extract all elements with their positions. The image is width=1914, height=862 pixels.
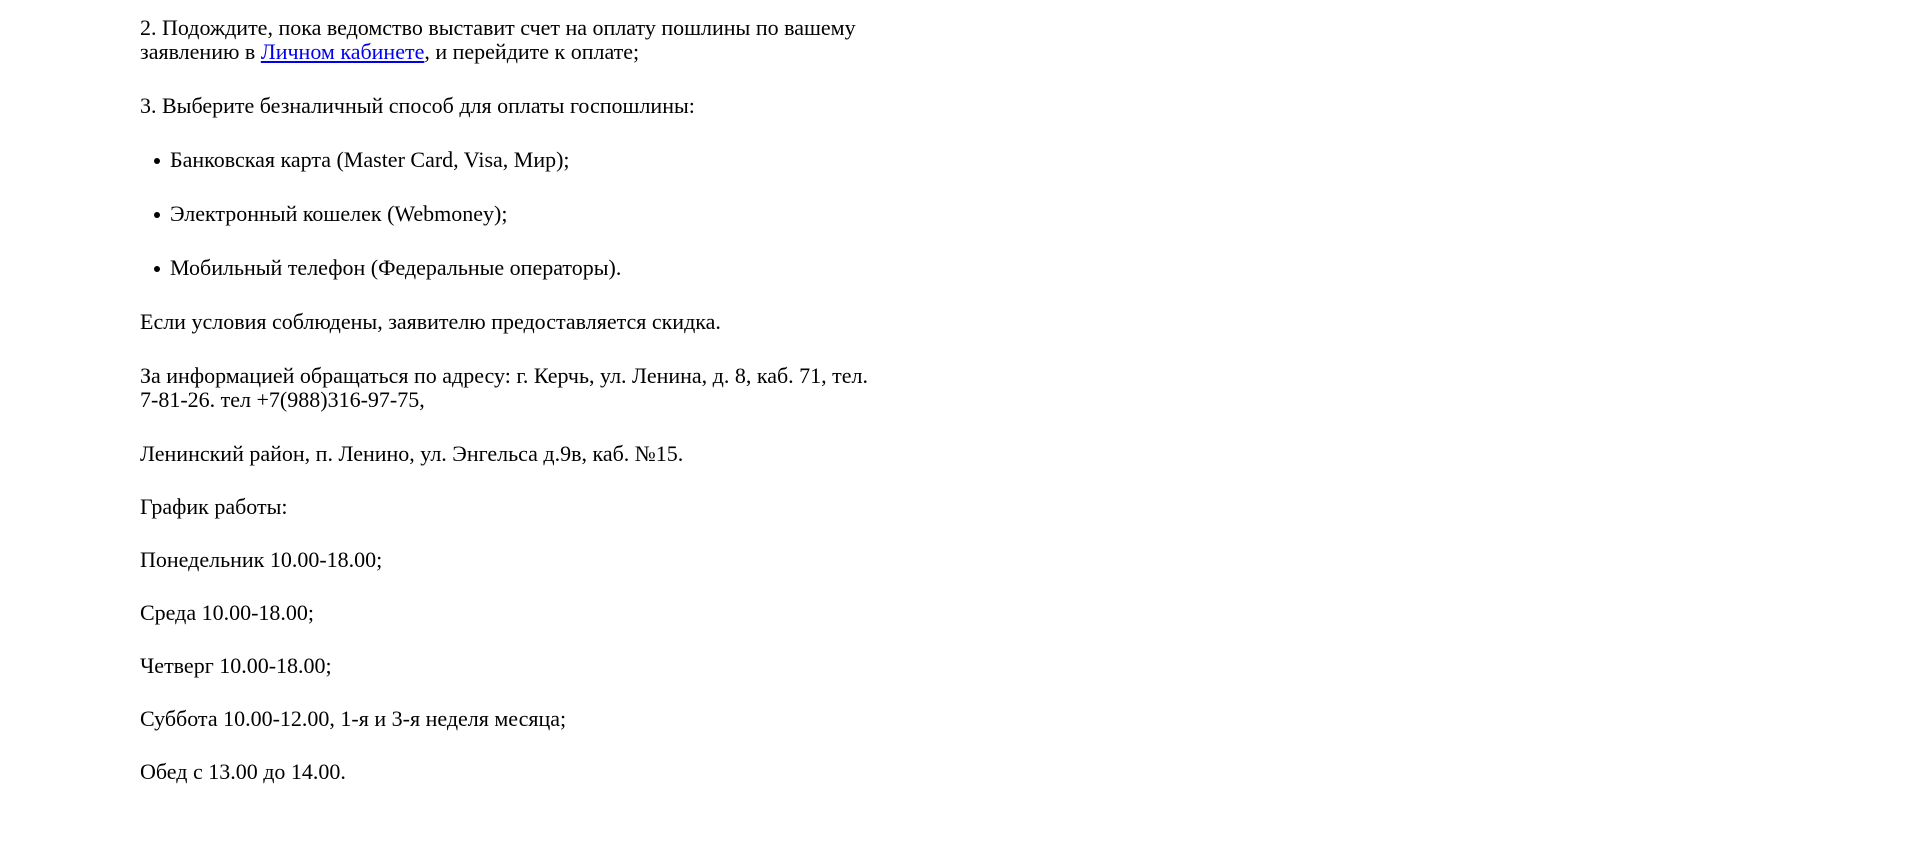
- leninsky-address: Ленинский район, п. Ленино, ул. Энгельса д.9в, каб. №15.: [140, 441, 684, 466]
- schedule-title: График работы:: [140, 494, 288, 519]
- bullet-icon: [154, 158, 160, 164]
- document-content: [140, 16, 950, 784]
- list-item: [140, 256, 950, 280]
- step-2-line-1: 2. Подождите, пока ведомство выставит счет на оплату пошлины по вашему: [140, 15, 856, 40]
- contact-paragraph: [140, 364, 950, 412]
- contact-line-1: За информацией обращаться по адресу: г. Керчь, ул. Ленина, д. 8, каб. 71, тел.: [140, 363, 869, 388]
- schedule-wednesday: Среда 10.00-18.00;: [140, 600, 315, 625]
- list-item: [140, 202, 950, 226]
- step-2-line-2-prefix: заявлению в: [140, 39, 261, 64]
- payment-method-label: Мобильный телефон (Федеральные операторы).: [170, 255, 622, 280]
- schedule-monday: Понедельник 10.00-18.00;: [140, 547, 383, 572]
- discount-note: Если условия соблюдены, заявителю предоставляется скидка.: [140, 309, 721, 334]
- payment-methods-list: [140, 148, 950, 280]
- step-2-paragraph: [140, 16, 950, 64]
- schedule-thursday: Четверг 10.00-18.00;: [140, 653, 332, 678]
- list-item: [140, 148, 950, 172]
- schedule-saturday: Суббота 10.00-12.00, 1-я и 3-я неделя месяца;: [140, 706, 567, 731]
- contact-line-2: 7-81-26. тел +7(988)316-97-75,: [140, 387, 425, 412]
- payment-method-label: Банковская карта (Master Card, Visa, Мир);: [170, 147, 570, 172]
- bullet-icon: [154, 266, 160, 272]
- schedule-lunch: Обед с 13.00 до 14.00.: [140, 759, 346, 784]
- bullet-icon: [154, 212, 160, 218]
- step-3-paragraph: 3. Выберите безналичный способ для оплаты госпошлины:: [140, 93, 695, 118]
- step-2-line-2-suffix: , и перейдите к оплате;: [424, 39, 640, 64]
- payment-method-label: Электронный кошелек (Webmoney);: [170, 201, 508, 226]
- personal-cabinet-link[interactable]: Личном кабинете: [260, 39, 425, 64]
